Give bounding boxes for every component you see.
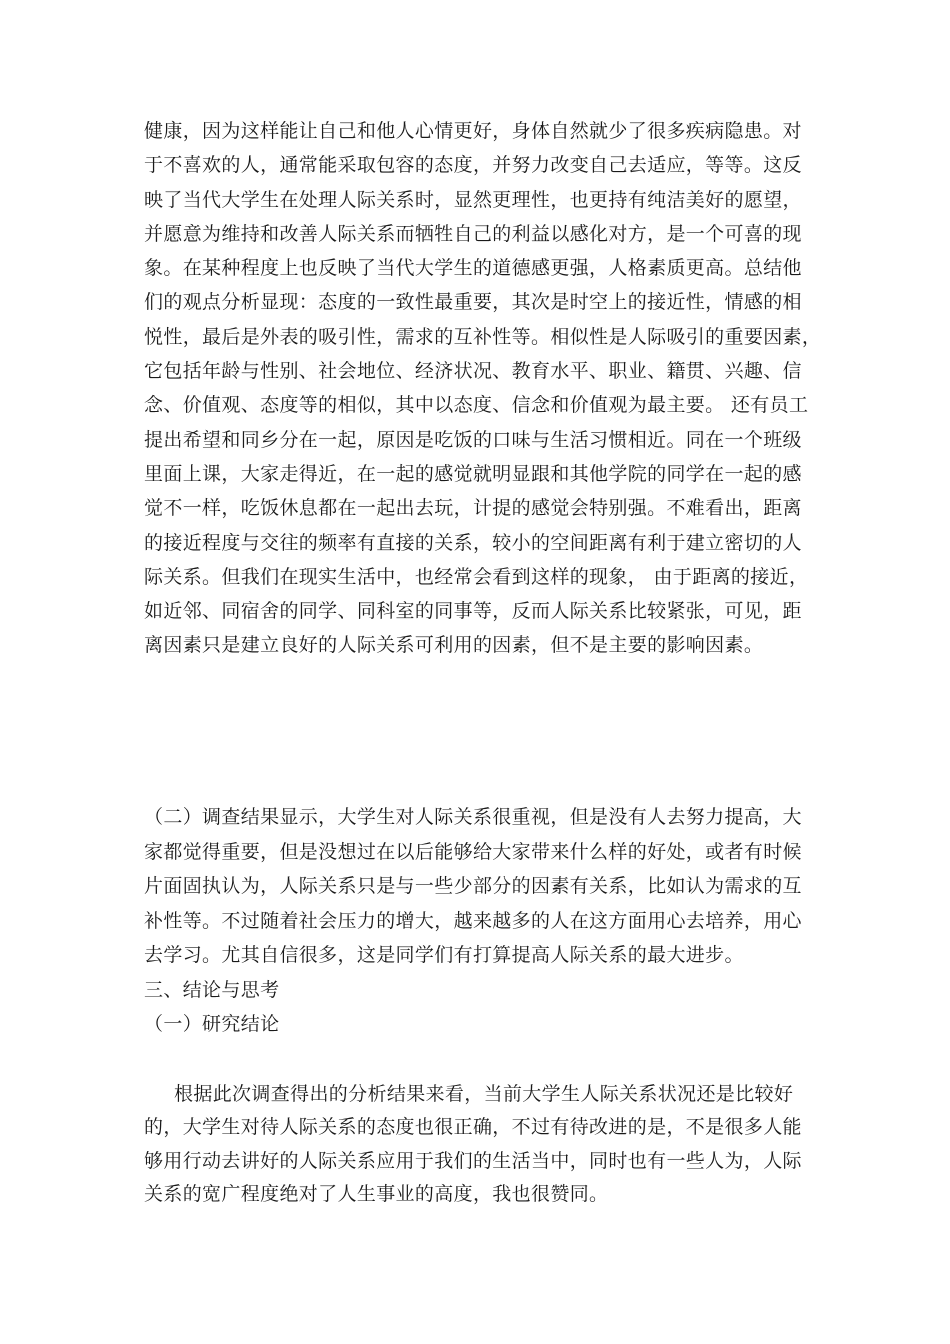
text-line: 映了当代大学生在处理人际关系时，显然更理性，也更持有纯洁美好的愿望， xyxy=(144,188,802,211)
text-line: 的，大学生对待人际关系的态度也很正确，不过有待改进的是，不是很多人能 xyxy=(144,1116,802,1139)
text-line: 里面上课，大家走得近，在一起的感觉就明显跟和其他学院的同学在一起的感 xyxy=(144,462,802,485)
text-line: 去学习。尤其自信很多，这是同学们有打算提高人际关系的最大进步。 xyxy=(144,944,744,966)
text-line: 象。在某种程度上也反映了当代大学生的道德感更强，人格素质更高。总结他 xyxy=(144,257,802,280)
text-line: 片面固执认为，人际关系只是与一些少部分的因素有关系，比如认为需求的互 xyxy=(144,875,802,897)
text-line: 的接近程度与交往的频率有直接的关系，较小的空间距离有利于建立密切的人 xyxy=(144,531,802,554)
body-paragraph-2 xyxy=(144,800,808,1042)
text-line: 际关系。但我们在现实生活中，也经常会看到这样的现象， 由于距离的接近， xyxy=(144,565,809,588)
text-line: 觉不一样，吃饭休息都在一起出去玩，计提的感觉会特别强。不难看出，距离 xyxy=(144,497,802,520)
text-line: 离因素只是建立良好的人际关系可利用的因素，但不是主要的影响因素。 xyxy=(144,634,764,657)
subsection-heading: （一）研究结论 xyxy=(144,1013,280,1035)
text-line: 补性等。不过随着社会压力的增大，越来越多的人在这方面用心去培养，用心 xyxy=(144,909,802,932)
text-line: 如近邻、同宿舍的同学、同科室的同事等，反而人际关系比较紧张，可见，距 xyxy=(144,600,802,623)
text-line: 够用行动去讲好的人际关系应用于我们的生活当中，同时也有一些人为，人际 xyxy=(144,1149,802,1172)
text-line: 念、价值观、态度等的相似，其中以态度、信念和价值观为最主要。 还有员工 xyxy=(144,394,809,417)
text-line: 关系的宽广程度绝对了人生事业的高度，我也很赞同。 xyxy=(144,1182,609,1205)
text-line: 家都觉得重要，但是没想过在以后能够给大家带来什么样的好处，或者有时候 xyxy=(144,840,802,863)
text-line: 们的观点分析显现：态度的一致性最重要，其次是时空上的接近性，情感的相 xyxy=(144,291,802,314)
text-line: 根据此次调查得出的分析结果来看，当前大学生人际关系状况还是比较好 xyxy=(174,1083,794,1105)
text-line: 它包括年龄与性别、社会地位、经济状况、教育水平、职业、籍贯、兴趣、信 xyxy=(144,360,802,383)
body-paragraph-3 xyxy=(144,1078,808,1211)
section-heading: 三、结论与思考 xyxy=(144,978,280,1001)
text-line: 并愿意为维持和改善人际关系而牺牲自己的利益以感化对方，是一个可喜的现 xyxy=(144,222,802,245)
text-line: 悦性，最后是外表的吸引性，需求的互补性等。相似性是人际吸引的重要因素， xyxy=(144,325,822,348)
text-line: 提出希望和同乡分在一起，原因是吃饭的口味与生活习惯相近。同在一个班级 xyxy=(144,428,802,451)
text-line: 于不喜欢的人，通常能采取包容的态度，并努力改变自己去适应，等等。这反 xyxy=(144,154,802,177)
text-line: 健康，因为这样能让自己和他人心情更好，身体自然就少了很多疾病隐患。对 xyxy=(144,120,802,142)
body-paragraph-1 xyxy=(144,114,822,663)
text-line: （二）调查结果显示，大学生对人际关系很重视，但是没有人去努力提高，大 xyxy=(144,806,802,828)
